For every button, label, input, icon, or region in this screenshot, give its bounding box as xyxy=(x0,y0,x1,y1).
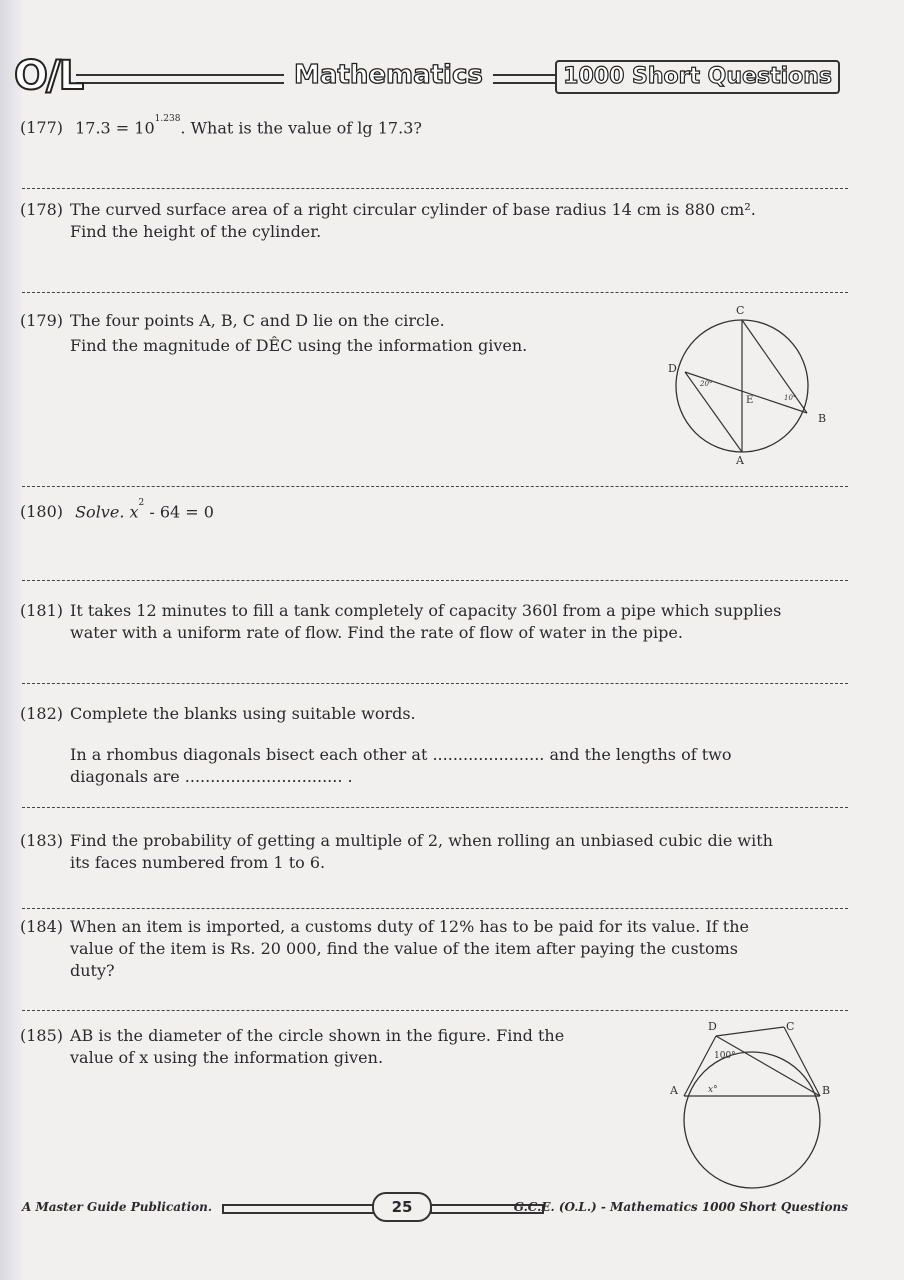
chord-da xyxy=(685,372,742,452)
question-185 xyxy=(20,1025,564,1069)
question-text: In a rhombus diagonals bisect each other at ...................... and the lengths of two xyxy=(70,745,732,764)
question-divider xyxy=(22,486,848,487)
question-divider xyxy=(22,1010,848,1011)
question-number: (179) xyxy=(20,311,64,330)
question-181 xyxy=(20,600,781,644)
label-b: B xyxy=(822,1084,831,1097)
circle xyxy=(684,1052,820,1188)
question-text: Complete the blanks using suitable words. xyxy=(70,704,416,723)
series-footer: G.C.E. (O.L.) - Mathematics 1000 Short Questions xyxy=(513,1200,848,1214)
question-180 xyxy=(20,498,214,523)
publisher-name: A Master Guide Publication. xyxy=(22,1200,213,1214)
label-b: B xyxy=(818,412,827,425)
ol-logo: O/L xyxy=(14,53,83,99)
question-divider xyxy=(22,580,848,581)
question-184 xyxy=(20,916,749,982)
question-text: . What is the value of lg 17.3? xyxy=(180,118,422,138)
circle-figure-185 xyxy=(664,1016,844,1192)
angle-d: 20° xyxy=(700,380,713,388)
question-text: Find the magnitude of DÊC using the information given. xyxy=(70,336,528,355)
question-divider xyxy=(22,683,848,684)
question-number: (181) xyxy=(20,601,64,620)
angle-a: x° xyxy=(708,1085,718,1095)
exponent: 1.238 xyxy=(154,114,181,124)
question-text: its faces numbered from 1 to 6. xyxy=(70,853,326,872)
label-c: C xyxy=(736,304,745,317)
question-182 xyxy=(20,703,731,788)
chord-dc xyxy=(716,1027,784,1036)
circle-figure-179 xyxy=(664,300,844,470)
angle-b: 10° xyxy=(784,394,797,402)
page-binding-shadow xyxy=(0,0,22,1280)
question-text: The curved surface area of a right circular cylinder of base radius 14 cm is 880 cm². xyxy=(70,200,756,219)
footer-bar-left xyxy=(222,1204,376,1214)
label-a: A xyxy=(670,1084,678,1097)
question-number: (184) xyxy=(20,917,64,936)
question-text: value of x using the information given. xyxy=(70,1048,384,1067)
question-text: AB is the diameter of the circle shown in the figure. Find the xyxy=(70,1026,565,1045)
question-text: The four points A, B, C and D lie on the circle. xyxy=(70,311,445,330)
question-number: (177) xyxy=(20,118,64,138)
question-text: Solve. x xyxy=(75,502,139,522)
page-footer xyxy=(22,1192,848,1224)
label-a: A xyxy=(736,454,744,467)
question-text: Find the height of the cylinder. xyxy=(70,222,322,241)
question-179 xyxy=(20,310,527,357)
question-text: - 64 = 0 xyxy=(144,502,214,522)
question-178 xyxy=(20,199,756,243)
question-number: (180) xyxy=(20,502,64,522)
question-177 xyxy=(20,114,422,139)
question-divider xyxy=(22,908,848,909)
label-e: E xyxy=(746,395,754,406)
subject-title: Mathematics xyxy=(284,58,493,92)
question-text: duty? xyxy=(70,961,115,980)
question-text: 17.3 = 10 xyxy=(75,118,155,138)
label-d: D xyxy=(668,362,677,375)
label-c: C xyxy=(786,1020,795,1033)
question-text: When an item is imported, a customs duty of 12% has to be paid for its value. If the xyxy=(70,917,749,936)
label-d: D xyxy=(708,1020,717,1033)
question-text: value of the item is Rs. 20 000, find the value of the item after paying the customs xyxy=(70,939,738,958)
question-number: (182) xyxy=(20,704,64,723)
question-text: water with a uniform rate of flow. Find the rate of flow of water in the pipe. xyxy=(70,623,683,642)
question-divider xyxy=(22,188,848,189)
chord-db xyxy=(685,372,807,413)
question-number: (185) xyxy=(20,1026,64,1045)
question-183 xyxy=(20,830,773,874)
question-divider xyxy=(22,807,848,808)
question-text: It takes 12 minutes to fill a tank completely of capacity 360l from a pipe which supplies xyxy=(70,601,782,620)
series-title: 1000 Short Questions xyxy=(555,60,840,94)
angle-d: 100° xyxy=(714,1051,736,1061)
page-header xyxy=(14,52,840,100)
question-number: (178) xyxy=(20,200,64,219)
exponent: 2 xyxy=(138,498,145,508)
question-text: diagonals are ............................... . xyxy=(70,767,353,786)
question-number: (183) xyxy=(20,831,64,850)
question-text: Find the probability of getting a multiple of 2, when rolling an unbiased cubic die with xyxy=(70,831,773,850)
page-number: 25 xyxy=(372,1192,432,1222)
question-divider xyxy=(22,292,848,293)
